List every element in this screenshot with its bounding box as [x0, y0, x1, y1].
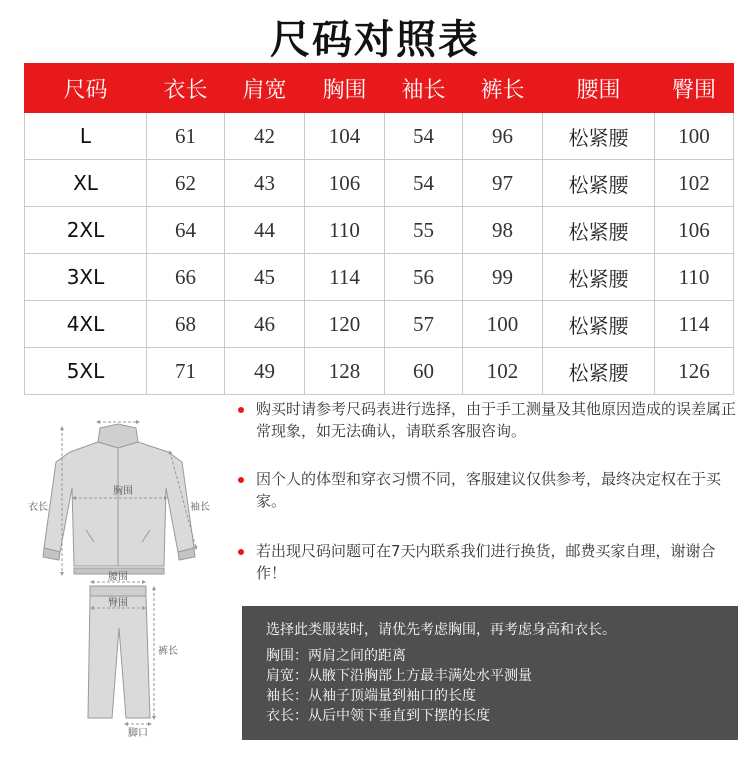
table-cell: 2XL — [25, 207, 147, 254]
note-text: 购买时请参考尺码表进行选择，由于手工测量及其他原因造成的误差属正常现象，如无法确认，请联系客服咨询。 — [256, 400, 737, 440]
table-cell: 松紧腰 — [543, 113, 655, 160]
table-row — [25, 301, 734, 348]
table-cell: 114 — [655, 301, 734, 348]
header-length: 衣长 — [147, 64, 225, 113]
table-cell: 102 — [655, 160, 734, 207]
table-cell: 120 — [305, 301, 385, 348]
table-row — [25, 348, 734, 395]
hip-label: 臀围 — [108, 598, 128, 609]
tips-line: 衣长：从后中领下垂直到下摆的长度 — [266, 708, 490, 724]
header-waist: 腰围 — [543, 64, 655, 113]
table-cell: 松紧腰 — [543, 254, 655, 301]
table-cell: 106 — [655, 207, 734, 254]
table-cell: 126 — [655, 348, 734, 395]
header-chest: 胸围 — [305, 64, 385, 113]
bullet-icon — [238, 477, 244, 483]
table-cell: 46 — [225, 301, 305, 348]
pants-length-label: 裤长 — [158, 646, 178, 657]
table-cell: 71 — [147, 348, 225, 395]
table-cell: 66 — [147, 254, 225, 301]
sleeve-label: 袖长 — [190, 502, 210, 513]
table-cell: 106 — [305, 160, 385, 207]
table-cell: 97 — [463, 160, 543, 207]
waist-label: 腰围 — [108, 572, 128, 583]
measurement-tips-box — [242, 606, 738, 740]
table-cell: 110 — [655, 254, 734, 301]
table-cell: 49 — [225, 348, 305, 395]
table-cell: 68 — [147, 301, 225, 348]
header-hip: 臀围 — [655, 64, 734, 113]
table-cell: 100 — [655, 113, 734, 160]
table-row — [25, 207, 734, 254]
table-cell: 62 — [147, 160, 225, 207]
table-cell: 98 — [463, 207, 543, 254]
note-text: 因个人的体型和穿衣习惯不同，客服建议仅供参考，最终决定权在于买家。 — [256, 470, 722, 510]
table-cell: 56 — [385, 254, 463, 301]
cuff-label: 脚口 — [128, 728, 148, 738]
note-2 — [242, 468, 738, 512]
table-cell: 44 — [225, 207, 305, 254]
table-cell: 57 — [385, 301, 463, 348]
page-title: 尺码对照表 — [270, 17, 480, 63]
table-cell: 114 — [305, 254, 385, 301]
table-cell: 96 — [463, 113, 543, 160]
table-cell: 61 — [147, 113, 225, 160]
chest-label: 胸围 — [113, 486, 133, 497]
table-cell: 45 — [225, 254, 305, 301]
table-header-row — [25, 64, 734, 113]
table-cell: 松紧腰 — [543, 301, 655, 348]
note-1 — [242, 398, 738, 442]
table-cell: 43 — [225, 160, 305, 207]
table-cell: 5XL — [25, 348, 147, 395]
table-cell: 104 — [305, 113, 385, 160]
table-cell: 110 — [305, 207, 385, 254]
table-cell: 42 — [225, 113, 305, 160]
table-row — [25, 160, 734, 207]
tips-line: 袖长：从袖子顶端量到袖口的长度 — [266, 688, 476, 704]
table-cell: 102 — [463, 348, 543, 395]
table-cell: 4XL — [25, 301, 147, 348]
header-pants-length: 裤长 — [463, 64, 543, 113]
table-cell: 54 — [385, 113, 463, 160]
tips-line: 肩宽：从腋下沿胸部上方最丰满处水平测量 — [266, 668, 532, 684]
jacket-illustration — [43, 424, 195, 574]
bullet-icon — [238, 549, 244, 555]
size-chart-table — [24, 63, 734, 395]
table-cell: 3XL — [25, 254, 147, 301]
tips-line: 胸围：两肩之间的距离 — [266, 648, 406, 664]
length-label: 衣长 — [28, 502, 48, 513]
table-cell: 128 — [305, 348, 385, 395]
note-text: 若出现尺码问题可在7天内联系我们进行换货，邮费买家自理，谢谢合作！ — [256, 542, 716, 582]
table-cell: 100 — [463, 301, 543, 348]
table-cell: 松紧腰 — [543, 348, 655, 395]
table-cell: 99 — [463, 254, 543, 301]
table-cell: 松紧腰 — [543, 160, 655, 207]
table-cell: 松紧腰 — [543, 207, 655, 254]
header-shoulder: 肩宽 — [225, 64, 305, 113]
table-cell: 55 — [385, 207, 463, 254]
table-cell: 54 — [385, 160, 463, 207]
table-cell: XL — [25, 160, 147, 207]
header-sleeve: 袖长 — [385, 64, 463, 113]
header-size: 尺码 — [25, 64, 147, 113]
bullet-icon — [238, 407, 244, 413]
note-3 — [242, 540, 738, 584]
garment-diagram — [26, 418, 226, 738]
table-cell: L — [25, 113, 147, 160]
table-row — [25, 254, 734, 301]
table-row — [25, 113, 734, 160]
table-cell: 64 — [147, 207, 225, 254]
tips-heading: 选择此类服装时，请优先考虑胸围，再考虑身高和衣长。 — [266, 622, 616, 638]
table-cell: 60 — [385, 348, 463, 395]
